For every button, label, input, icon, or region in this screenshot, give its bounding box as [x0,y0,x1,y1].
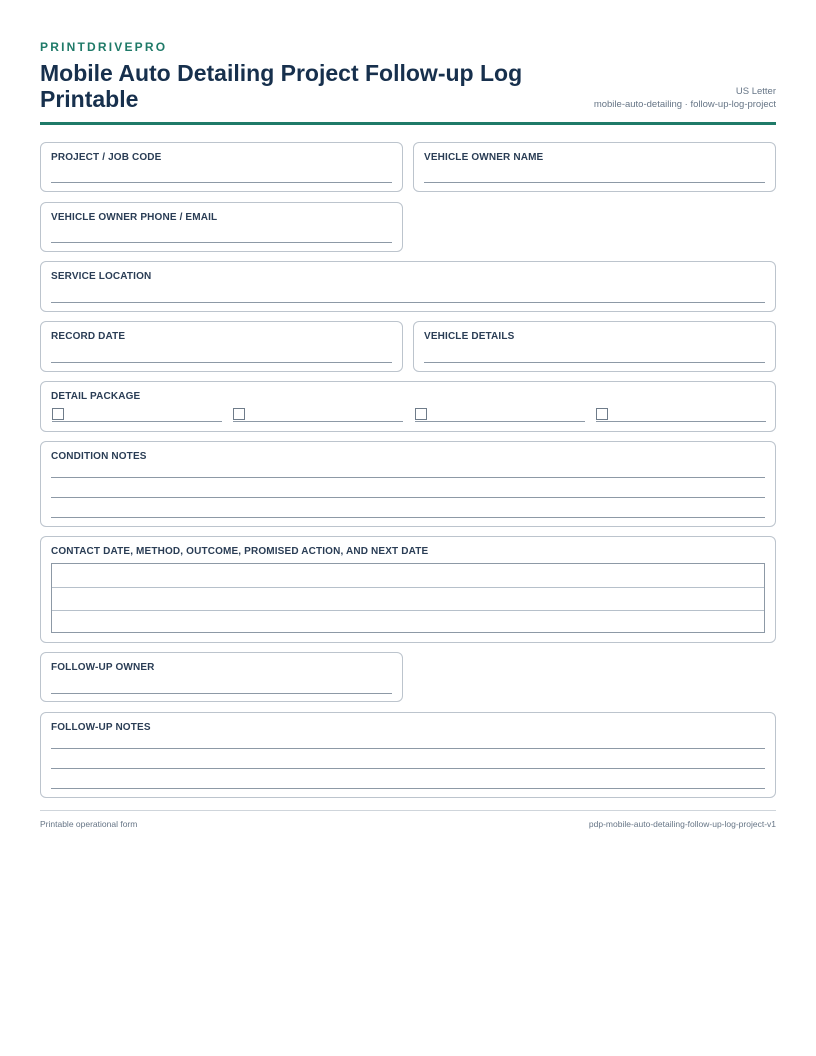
page-title: Mobile Auto Detailing Project Follow-up Log Printable [40,60,523,112]
document-meta [594,85,776,111]
checkbox[interactable] [596,408,608,420]
record-date-field[interactable] [40,321,403,372]
package-option-1[interactable] [52,408,222,422]
write-line [596,421,766,422]
follow-up-notes-field[interactable] [40,712,776,798]
contact-log-field [40,536,776,643]
write-line [51,302,765,303]
paper-size: US Letter [735,86,776,97]
detail-package-label: DETAIL PACKAGE [51,391,141,402]
write-line [51,362,392,363]
write-line [51,242,392,243]
footer-rule [40,810,776,811]
vehicle-details-label: VEHICLE DETAILS [424,331,515,342]
service-location-label: SERVICE LOCATION [51,271,152,282]
header-rule [40,122,776,125]
write-line [51,477,765,478]
brand-name: PRINTDRIVEPRO [40,40,168,54]
write-line [51,748,765,749]
record-date-label: RECORD DATE [51,331,126,342]
package-option-4[interactable] [596,408,766,422]
package-option-3[interactable] [415,408,585,422]
document-slug: mobile-auto-detailing · follow-up-log-project [593,99,776,110]
package-option-2[interactable] [233,408,403,422]
vehicle-owner-contact-label: VEHICLE OWNER PHONE / EMAIL [51,212,218,223]
write-line [51,517,765,518]
contact-log-label: CONTACT DATE, METHOD, OUTCOME, PROMISED ACTION, AND NEXT DATE [51,546,429,557]
follow-up-owner-label: FOLLOW-UP OWNER [51,662,155,673]
checkbox[interactable] [233,408,245,420]
write-line [52,421,222,422]
detail-package-field [40,381,776,432]
vehicle-owner-name-label: VEHICLE OWNER NAME [424,152,544,163]
table-row-divider [52,587,764,588]
write-line [424,182,765,183]
footer-form-id: pdp-mobile-auto-detailing-follow-up-log-project-v1 [588,819,776,829]
project-job-code-field[interactable] [40,142,403,192]
service-location-field[interactable] [40,261,776,312]
condition-notes-label: CONDITION NOTES [51,451,147,462]
vehicle-owner-name-field[interactable] [413,142,776,192]
footer-left-text: Printable operational form [40,819,138,829]
vehicle-owner-contact-field[interactable] [40,202,403,252]
contact-log-table [51,563,765,633]
write-line [233,421,403,422]
condition-notes-field[interactable] [40,441,776,527]
write-line [424,362,765,363]
write-line [51,693,392,694]
write-line [51,768,765,769]
project-job-code-label: PROJECT / JOB CODE [51,152,162,163]
write-line [51,788,765,789]
write-line [51,497,765,498]
write-line [51,182,392,183]
follow-up-owner-field[interactable] [40,652,403,702]
checkbox[interactable] [52,408,64,420]
checkbox[interactable] [415,408,427,420]
table-row-divider [52,610,764,611]
follow-up-notes-label: FOLLOW-UP NOTES [51,722,151,733]
vehicle-details-field[interactable] [413,321,776,372]
write-line [415,421,585,422]
